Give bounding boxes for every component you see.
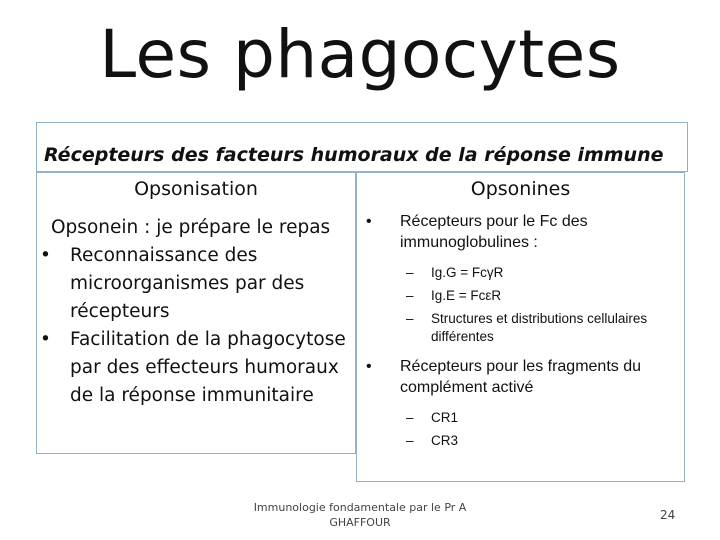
- list-item-text: Facilitation de la phagocytose par des effecteurs humoraux de la réponse immunitaire: [70, 329, 346, 406]
- sub-list: [364, 264, 684, 346]
- dash-icon: –: [406, 410, 414, 425]
- opsonines-heading: Opsonines: [470, 178, 571, 200]
- list-item: [364, 356, 684, 398]
- sub-list-item-text: CR3: [431, 433, 459, 448]
- list-item-text: Reconnaissance des microorganismes par des récepteurs: [70, 245, 305, 322]
- sub-list-item-text: CR1: [431, 410, 459, 425]
- list-item: [40, 326, 356, 410]
- footer-credit: Immunologie fondamentale par le Pr A GHAFFOUR: [253, 501, 467, 529]
- sub-list: [364, 409, 684, 450]
- sub-list-item-text: Ig.G = FcγR: [431, 265, 504, 280]
- list-item: [364, 211, 684, 253]
- sub-list-item: [364, 310, 684, 346]
- slide-title: Les phagocytes: [99, 16, 621, 93]
- page-number: 24: [660, 508, 676, 522]
- opsonisation-heading: Opsonisation: [134, 178, 258, 200]
- dash-icon: –: [406, 288, 414, 303]
- list-item-text: Récepteurs pour les fragments du complément activé: [400, 358, 642, 396]
- list-item: [40, 242, 356, 326]
- bullet-icon: •: [366, 213, 372, 230]
- sub-list-item-text: Ig.E = FcεR: [431, 288, 502, 303]
- dash-icon: –: [406, 433, 414, 448]
- opsonines-column: [364, 211, 684, 455]
- dash-icon: –: [406, 311, 414, 326]
- bullet-icon: •: [40, 245, 51, 266]
- sub-list-item: [364, 432, 684, 450]
- bullet-icon: •: [366, 358, 372, 375]
- bullet-icon: •: [40, 329, 51, 350]
- sub-list-item: [364, 409, 684, 427]
- sub-list-item-text: Structures et distributions cellulaires différentes: [431, 311, 648, 344]
- opsonisation-column: [40, 214, 356, 410]
- dash-icon: –: [406, 265, 414, 280]
- list-item-text: Récepteurs pour le Fc des immunoglobulines :: [400, 213, 588, 251]
- sub-list-item: [364, 264, 684, 282]
- slide-subtitle: Récepteurs des facteurs humoraux de la réponse immune: [44, 144, 664, 166]
- sub-list-item: [364, 287, 684, 305]
- opsonein-definition: Opsonein : je prépare le repas: [51, 217, 331, 238]
